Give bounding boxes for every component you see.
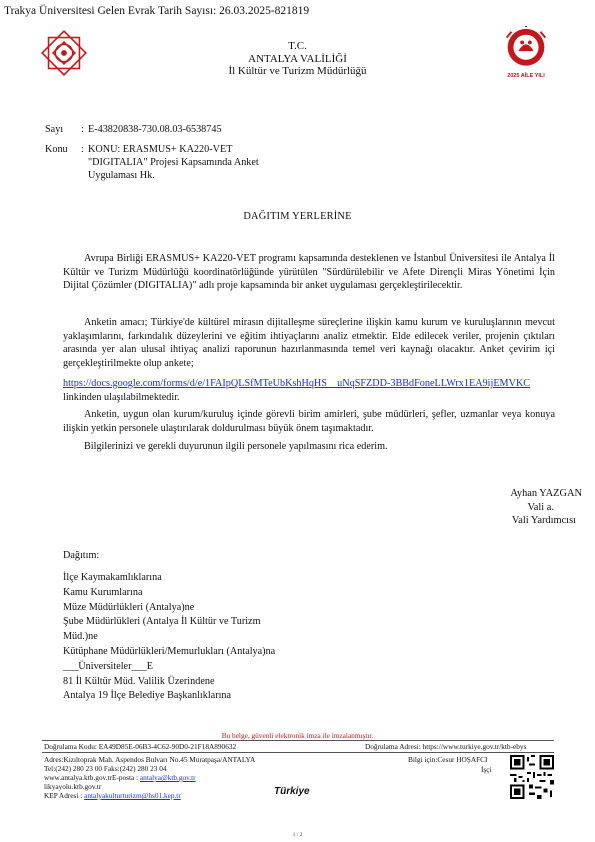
- body-paragraph-2: [63, 316, 555, 370]
- konu-value: [88, 143, 259, 182]
- konu-label: Konu: [45, 144, 68, 155]
- distribution-heading: DAĞITIM YERLERİNE: [243, 211, 352, 222]
- ministry-emblem-logo: [35, 24, 93, 82]
- konu-line-1: KONU: ERASMUS+ KA220-VET: [88, 144, 233, 155]
- info-role: İşçi: [481, 765, 492, 774]
- footer-kep-label: KEP Adresi :: [44, 791, 85, 800]
- konu-colon: :: [81, 144, 84, 155]
- footer-tel: Tel:(242) 280 23 00 Faks:(242) 280 23 04: [44, 764, 167, 773]
- footer-divider-2: [42, 752, 554, 753]
- body-paragraph-4: [63, 440, 555, 454]
- sayi-colon: :: [81, 124, 84, 135]
- org-line-governorship: ANTALYA VALİLİĞİ: [248, 52, 347, 65]
- verification-code: Doğrulama Kodu: EA49D85E-06B3-4C62-90D0-21F18A890632: [44, 742, 237, 751]
- info-contact: Bilgi için:Cesur HOŞAFCI: [408, 755, 488, 764]
- distribution-item: Müd.)ne: [63, 631, 98, 643]
- distribution-list: [63, 571, 275, 704]
- footer-kep: [44, 791, 181, 800]
- body-paragraph-1: [63, 252, 555, 293]
- verification-address: Doğrulama Adresi: https://www.turkiye.gov.tr/ktb-ebys: [365, 742, 527, 751]
- distribution-item: Müze Müdürlükleri (Antalya)ne: [63, 601, 195, 613]
- organization-header: [200, 40, 395, 78]
- signatory-title-2: Vali Yardımcısı: [511, 515, 576, 526]
- incoming-document-stamp: Trakya Üniversitesi Gelen Evrak Tarih Sayısı: 26.03.2025-821819: [4, 5, 310, 17]
- footer-web-2: likyayolu.ktb.gov.tr: [44, 782, 102, 791]
- konu-line-3: Uygulaması Hk.: [88, 170, 155, 181]
- family-year-logo-caption: 2025 AİLE YILI: [507, 73, 545, 79]
- paragraph-1-text: Avrupa Birliği ERASMUS+ KA220-VET programı kapsamında desteklenen ve İstanbul Üniversitesi ile Antalya İl Kültür ve Turizm Müdürlüğü koordinatörlüğünde yürütülen "Sürdürülebilir ve Afete Dirençli Miras Yönetimi İçin Dijital Çözümler (DIGITALIA)" adlı proje kapsamında bir anket uygulaması gerçekleştirilecektir.: [63, 253, 555, 291]
- signatory-title-1: Vali a.: [527, 501, 554, 513]
- signature-block: [440, 487, 582, 528]
- footer-divider: [42, 740, 554, 741]
- distribution-title: Dağıtım:: [63, 550, 100, 561]
- paragraph-4-text: Bilgilerinizi ve gerekli duyurunun ilgili personele yapılmasını rica ederim.: [84, 441, 388, 452]
- footer-kep-link[interactable]: antalyakulturturizm@hs01.kep.tr: [84, 791, 181, 800]
- body-paragraph-3: [63, 408, 555, 435]
- link-suffix: linkinden ulaşılabilmektedir.: [63, 392, 180, 403]
- org-line-tc: T.C.: [288, 40, 307, 52]
- footer-email-link[interactable]: antalya@ktb.gov.tr: [139, 773, 196, 782]
- distribution-item: Kütüphane Müdürlükleri/Memurlukları (Antalya)na: [63, 645, 276, 657]
- page-number: 1 / 2: [292, 832, 303, 838]
- sayi-value: E-43820838-730.08.03-6538745: [88, 124, 222, 135]
- distribution-item: 81 İl Kültür Müd. Valilik Üzerindene: [63, 675, 215, 687]
- footer-address: Adres:Kızıltoprak Mah. Aspendos Bulvarı No.45 Muratpaşa/ANTALYA: [44, 755, 256, 764]
- konu-line-2: "DIGITALIA" Projesi Kapsamında Anket: [88, 157, 259, 168]
- distribution-item: Şube Müdürlükleri (Antalya İl Kültür ve Turizm: [63, 616, 261, 628]
- signatory-name: Ayhan YAZGAN: [510, 488, 582, 499]
- distribution-item: ___Üniversiteler___E: [63, 660, 153, 672]
- survey-link-row: [63, 377, 595, 390]
- esign-note: Bu belge, güvenli elektronik imza ile imzalanmıştır.: [221, 731, 374, 740]
- org-line-directorate: İl Kültür ve Turizm Müdürlüğü: [228, 65, 367, 77]
- qr-code-icon: [510, 755, 554, 799]
- paragraph-3-text: Anketin, uygun olan kurum/kuruluş içinde görevli birim amirleri, şube müdürleri, şefler, uzmanlar veya konuya ilişkin yetkin personele ulaştırılarak doldurulması büyük önem taşımaktadır.: [63, 409, 555, 434]
- footer-web-email: [44, 773, 196, 782]
- sayi-label: Sayı: [45, 124, 64, 135]
- distribution-item: İlçe Kaymakamlıklarına: [63, 572, 162, 583]
- distribution-item: Kamu Kurumlarına: [63, 586, 143, 598]
- survey-link[interactable]: https://docs.google.com/forms/d/e/1FAIpQLSfMTeUbKshHqHS__uNqSFZDD-3BBdFoneLLWrx1EA9ijEMVKC: [63, 378, 531, 389]
- paragraph-2-text: Anketin amacı; Türkiye'de kültürel mirasın dijitalleşme süreçlerine ilişkin kamu kurum ve kuruluşlarının mevcut yaklaşımlarını, farkındalık düzeylerini ve eğitim ihtiyaçlarını analiz etmektir. Elde edilecek veriler, projenin çıktıları arasında yer alan ulusal ihtiyaç analizi raporunun hazırlanmasında temel veri kaynağı olacaktır. Anket çevirim içi gerçekleştirilmekte olup ankete;: [63, 317, 555, 369]
- turkiye-brand-logo: Türkiye: [274, 786, 310, 797]
- footer-web: www.antalya.ktb.gov.trE-posta :: [44, 773, 140, 782]
- distribution-item: Antalya 19 İlçe Belediye Başkanlıklarına: [63, 690, 232, 702]
